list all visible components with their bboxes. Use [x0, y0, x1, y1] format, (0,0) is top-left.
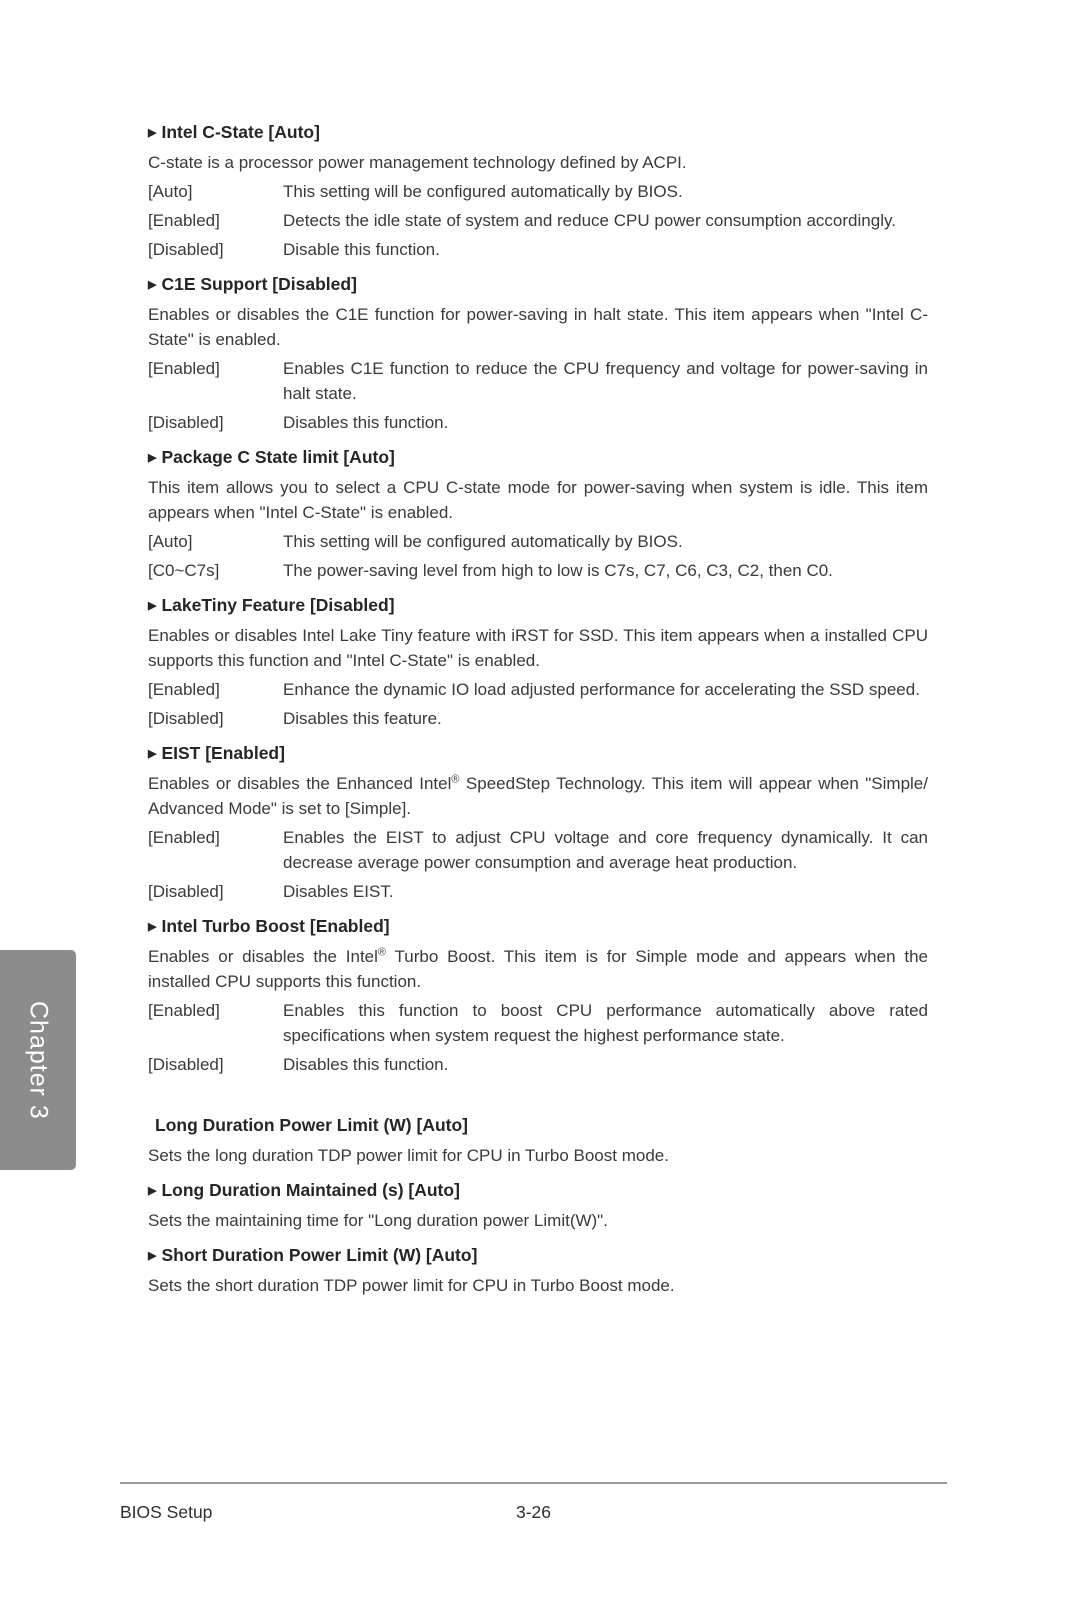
triangle-bullet-icon: ▶: [148, 452, 157, 464]
setting-description: Enables or disables the Intel® Turbo Boost. This item is for Simple mode and appears when the installed CPU supports this function.: [148, 946, 928, 991]
option-definition: Enables C1E function to reduce the CPU frequency and voltage for power-saving in halt state.: [283, 359, 928, 403]
setting-description: Enables or disables Intel Lake Tiny feature with iRST for SSD. This item appears when a installed CPU supports this function and "Intel C-State" is enabled.: [148, 626, 928, 670]
option-definition: Disables this feature.: [283, 709, 442, 728]
setting-section-laketiny-feature: [148, 595, 928, 731]
setting-title: [148, 1180, 928, 1201]
setting-title: [148, 743, 928, 764]
option-row: [148, 825, 928, 875]
setting-description: Sets the short duration TDP power limit for CPU in Turbo Boost mode.: [148, 1276, 675, 1295]
setting-title: [148, 595, 928, 616]
triangle-bullet-icon: ▶: [148, 1250, 157, 1262]
footer-page-number: 3-26: [515, 1502, 552, 1522]
setting-section-short-duration-power-limit: [148, 1245, 928, 1298]
footer-divider: [120, 1482, 947, 1484]
setting-description: Sets the long duration TDP power limit for CPU in Turbo Boost mode.: [148, 1146, 669, 1165]
chapter-tab: [0, 950, 76, 1170]
option-value: [Enabled]: [148, 680, 220, 699]
setting-title: [148, 274, 928, 295]
setting-title-text: LakeTiny Feature [Disabled]: [161, 595, 395, 615]
option-definition: Disable this function.: [283, 240, 440, 259]
registered-trademark-symbol: ®: [377, 946, 387, 959]
setting-title-text: Long Duration Power Limit (W) [Auto]: [155, 1115, 469, 1135]
setting-title-text: Intel C-State [Auto]: [161, 122, 320, 142]
setting-title-text: C1E Support [Disabled]: [161, 274, 357, 294]
option-value: [Enabled]: [148, 828, 220, 847]
setting-description: C-state is a processor power management technology defined by ACPI.: [148, 153, 687, 172]
option-value: [Enabled]: [148, 211, 220, 230]
option-row: [148, 1052, 928, 1077]
setting-section-long-duration-power-limit: [148, 1115, 928, 1168]
option-row: [148, 356, 928, 406]
option-definition: The power-saving level from high to low is C7s, C7, C6, C3, C2, then C0.: [283, 561, 833, 580]
triangle-bullet-icon: ▶: [148, 748, 157, 760]
option-value: [Auto]: [148, 532, 193, 551]
option-row: [148, 529, 928, 554]
option-definition: This setting will be configured automatically by BIOS.: [283, 532, 683, 551]
option-definition: This setting will be configured automatically by BIOS.: [283, 182, 683, 201]
footer-row: [120, 1502, 947, 1523]
setting-title: [148, 1245, 928, 1266]
option-value: [Enabled]: [148, 1001, 220, 1020]
setting-title: [148, 122, 928, 143]
setting-section-eist: [148, 743, 928, 904]
triangle-bullet-icon: ▶: [148, 1185, 157, 1197]
setting-description: Enables or disables the Enhanced Intel® SpeedStep Technology. This item will appear when "Simple/ Advanced Mode" is set to [Simple].: [148, 773, 928, 818]
option-row: [148, 558, 928, 583]
registered-trademark-symbol: ®: [451, 773, 460, 786]
setting-title-text: Long Duration Maintained (s) [Auto]: [161, 1180, 460, 1200]
option-row: [148, 998, 928, 1048]
setting-section-package-c-state-limit: [148, 447, 928, 583]
option-definition: Disables EIST.: [283, 882, 394, 901]
option-row: [148, 706, 928, 731]
setting-section-intel-c-state: [148, 122, 928, 262]
setting-title: [148, 447, 928, 468]
option-definition: Detects the idle state of system and reduce CPU power consumption accordingly.: [283, 211, 896, 230]
option-value: [Auto]: [148, 182, 193, 201]
setting-section-long-duration-maintained: [148, 1180, 928, 1233]
option-row: [148, 410, 928, 435]
option-definition: Enhance the dynamic IO load adjusted performance for accelerating the SSD speed.: [283, 680, 920, 699]
option-value: [Enabled]: [148, 359, 220, 378]
option-definition: Enables the EIST to adjust CPU voltage and core frequency dynamically. It can decrease average power consumption and average heat production.: [283, 828, 928, 872]
option-value: [Disabled]: [148, 709, 224, 728]
option-definition: Disables this function.: [283, 413, 449, 432]
option-row: [148, 208, 928, 233]
option-value: [Disabled]: [148, 1055, 224, 1074]
triangle-bullet-icon: ▶: [148, 127, 157, 139]
option-row: [148, 179, 928, 204]
setting-description: This item allows you to select a CPU C-state mode for power-saving when system is idle. This item appears when "Intel C-State" is enabled.: [148, 478, 928, 522]
setting-title-text: Intel Turbo Boost [Enabled]: [161, 916, 390, 936]
option-value: [C0~C7s]: [148, 561, 220, 580]
option-definition: Enables this function to boost CPU performance automatically above rated specifications when system request the highest performance state.: [283, 1001, 928, 1045]
chapter-tab-label: Chapter 3: [24, 1000, 53, 1120]
setting-description: Enables or disables the C1E function for power-saving in halt state. This item appears when "Intel C-State" is enabled.: [148, 305, 928, 349]
setting-section-c1e-support: [148, 274, 928, 435]
setting-title-text: Package C State limit [Auto]: [161, 447, 395, 467]
setting-title-text: Short Duration Power Limit (W) [Auto]: [161, 1245, 478, 1265]
triangle-bullet-icon: ▶: [148, 279, 157, 291]
setting-title: [148, 1115, 928, 1136]
page-footer: [120, 1482, 947, 1523]
setting-description: Sets the maintaining time for "Long duration power Limit(W)".: [148, 1211, 608, 1230]
option-row: [148, 879, 928, 904]
triangle-bullet-icon: ▶: [148, 921, 157, 933]
setting-title: [148, 916, 928, 937]
setting-section-intel-turbo-boost: [148, 916, 928, 1077]
option-value: [Disabled]: [148, 882, 224, 901]
option-row: [148, 677, 928, 702]
footer-doc-title: BIOS Setup: [120, 1502, 213, 1522]
option-row: [148, 237, 928, 262]
option-value: [Disabled]: [148, 240, 224, 259]
triangle-bullet-icon: ▶: [148, 600, 157, 612]
page-content: [148, 110, 928, 1298]
option-value: [Disabled]: [148, 413, 224, 432]
option-definition: Disables this function.: [283, 1055, 449, 1074]
setting-title-text: EIST [Enabled]: [161, 743, 285, 763]
